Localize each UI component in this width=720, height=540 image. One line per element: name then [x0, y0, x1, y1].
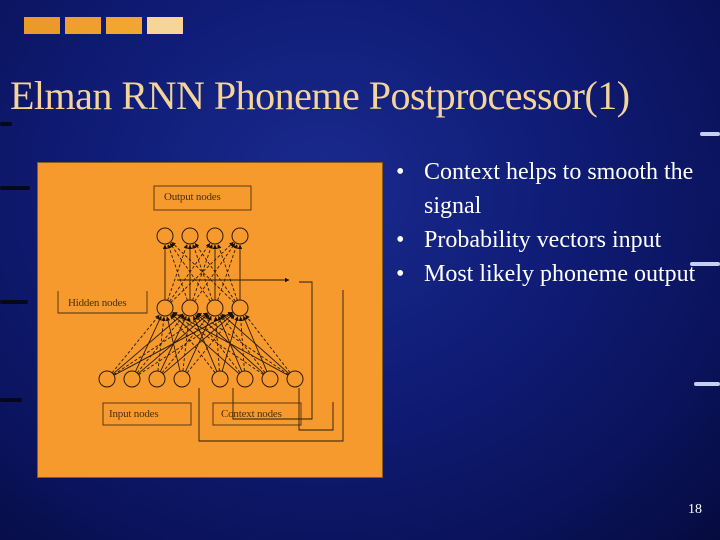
output-node [157, 228, 173, 244]
input-node [174, 371, 190, 387]
accent-square [106, 17, 142, 34]
bullet-list [396, 155, 696, 291]
output-node [207, 228, 223, 244]
input-node [124, 371, 140, 387]
connection-arrow [196, 315, 241, 373]
output-node [182, 228, 198, 244]
input-node [149, 371, 165, 387]
connection-arrow [135, 316, 161, 372]
background-streak [700, 132, 720, 136]
hidden-nodes-label: Hidden nodes [68, 297, 127, 309]
output-nodes-label: Output nodes [164, 191, 221, 203]
bullet-marker: • [396, 159, 405, 185]
network-graph [37, 162, 383, 478]
background-streak [0, 300, 28, 304]
background-streak [0, 122, 12, 126]
bullet-text: Most likely phoneme output [424, 261, 696, 287]
connection-arrow [172, 242, 235, 302]
context-node [287, 371, 303, 387]
accent-square [24, 17, 60, 34]
bullet-marker: • [396, 261, 405, 287]
bullet-marker: • [396, 227, 405, 253]
output-node [232, 228, 248, 244]
connection-arrow [171, 315, 216, 373]
bullet-text: Context helps to smooth the signal [424, 159, 694, 219]
connection-arrow [158, 317, 164, 371]
context-node [237, 371, 253, 387]
hidden-node [182, 300, 198, 316]
slide-title: Elman RNN Phoneme Postprocessor(1) [10, 73, 630, 118]
context-node [212, 371, 228, 387]
context-loop-line [299, 388, 333, 430]
accent-squares [24, 17, 183, 34]
background-streak [0, 186, 30, 190]
page-number: 18 [688, 502, 702, 517]
hidden-node [232, 300, 248, 316]
input-nodes-label: Input nodes [109, 408, 159, 420]
background-streak [694, 382, 720, 386]
connection-arrow [222, 314, 289, 374]
bullet-item [396, 257, 696, 291]
bullet-item [396, 155, 696, 223]
connection-arrow [171, 242, 234, 302]
context-node [262, 371, 278, 387]
elman-rnn-diagram [37, 162, 383, 478]
connection-arrow [172, 314, 239, 374]
connection-arrow [221, 315, 266, 373]
bullet-text: Probability vectors input [424, 227, 662, 253]
hidden-node [207, 300, 223, 316]
accent-square [65, 17, 101, 34]
accent-square [147, 17, 183, 34]
background-streak [0, 398, 22, 402]
bullet-item [396, 223, 696, 257]
context-nodes-label: Context nodes [221, 408, 282, 420]
hidden-node [157, 300, 173, 316]
input-node [99, 371, 115, 387]
